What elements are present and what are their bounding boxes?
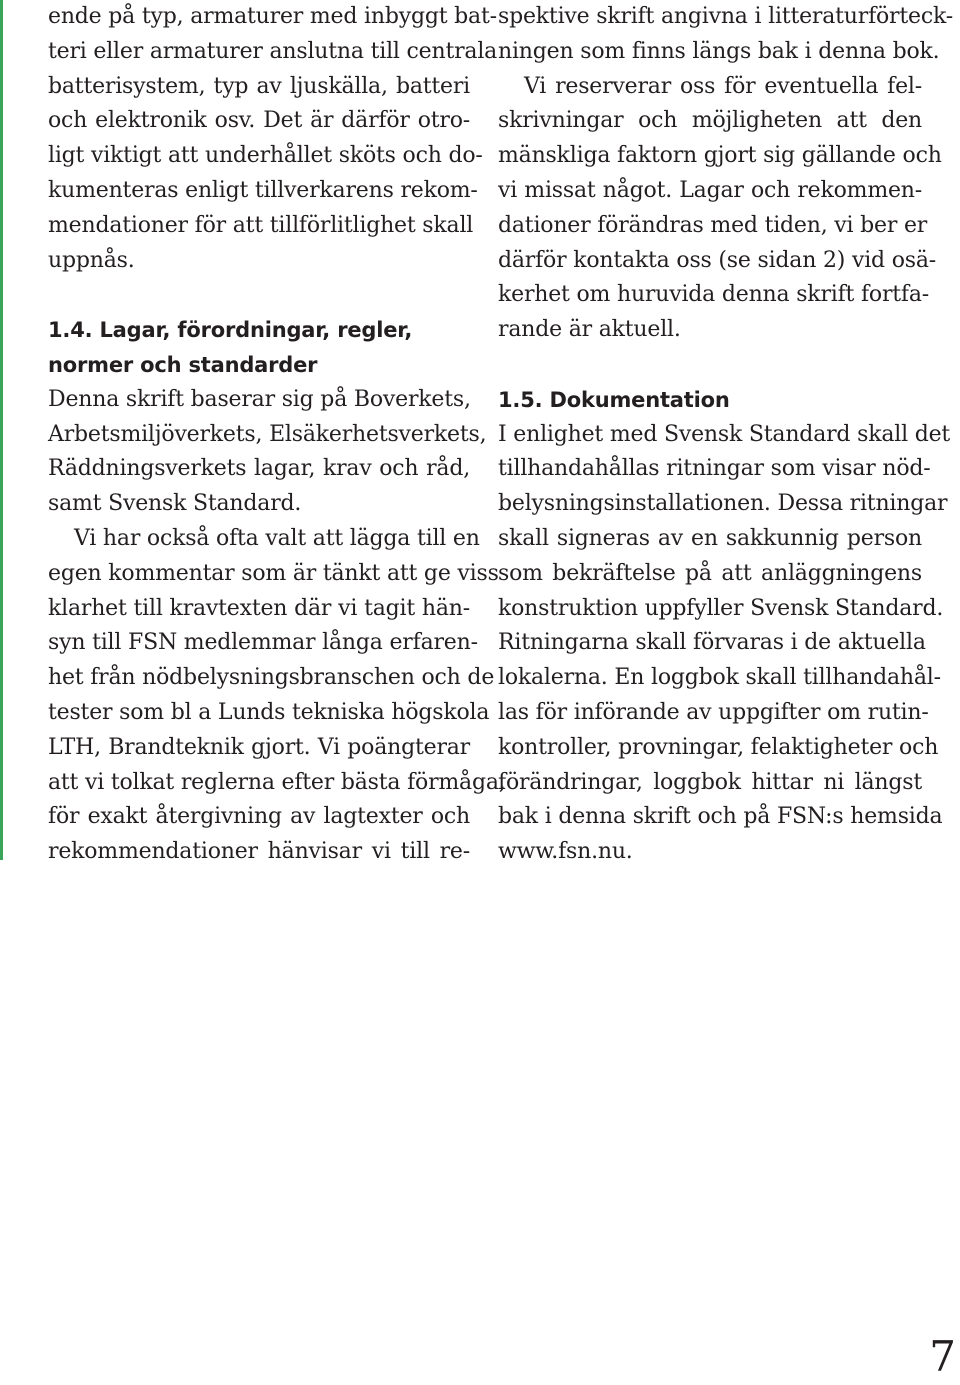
section-heading-1-4-cont: normer och standarder (48, 352, 318, 377)
text-line: Arbetsmiljöverkets, Elsäkerhetsverkets, (48, 421, 487, 447)
text-line: lokalerna. En loggbok skall tillhandahål- (498, 665, 941, 691)
text-line: spektive skrift angivna i litteraturförteck- (498, 4, 953, 29)
text-line: kumenteras enligt tillverkarens rekom- (48, 177, 478, 203)
text-line: ligt viktigt att underhållet sköts och do- (48, 143, 483, 169)
text-line: teri eller armaturer anslutna till centrala (48, 38, 498, 64)
section-heading-1-5: 1.5. Dokumentation (498, 387, 730, 412)
text-line: I enlighet med Svensk Standard skall det (498, 421, 951, 447)
text-line: rekommendationer hänvisar vi till re- (48, 839, 470, 865)
text-line: samt Svensk Standard. (48, 491, 302, 517)
text-line: konstruktion uppfyller Svensk Standard. (498, 595, 944, 621)
text-line: Vi har också ofta valt att lägga till en (74, 525, 480, 551)
text-line: vi missat något. Lagar och rekommen- (498, 177, 922, 203)
page-number: 7 (929, 1332, 956, 1381)
text-line: dationer förändras med tiden, vi ber er (498, 212, 928, 238)
text-line: för exakt återgivning av lagtexter och (48, 804, 470, 830)
text-line: som bekräftelse på att anläggningens (498, 560, 922, 586)
text-line: belysningsinstallationen. Dessa ritningar (498, 491, 948, 517)
text-line: mendationer för att tillförlitlighet skall (48, 212, 474, 238)
text-line: kerhet om huruvida denna skrift fortfa- (498, 282, 930, 308)
text-line: skrivningar och möjligheten att den (498, 108, 922, 134)
website-link-text: www.fsn.nu. (498, 839, 633, 865)
text-line: rande är aktuell. (498, 317, 681, 343)
text-line: Denna skrift baserar sig på Boverkets, (48, 386, 471, 412)
left-column (48, 0, 506, 870)
text-line: Vi reserverar oss för eventuella fel- (524, 73, 922, 99)
text-line: bak i denna skrift och på FSN:s hemsida (498, 804, 943, 830)
text-line: las för införande av uppgifter om rutin- (498, 699, 929, 725)
text-line: och elektronik osv. Det är därför otro- (48, 108, 470, 134)
text-line: het från nödbelysningsbranschen och de (48, 665, 495, 691)
text-line: tester som bl a Lunds tekniska högskola (48, 699, 490, 725)
text-line: egen kommentar som är tänkt att ge viss (48, 560, 499, 586)
paragraph-spacer (498, 348, 922, 383)
section-heading-1-4: 1.4. Lagar, förordningar, regler, (48, 318, 413, 343)
text-line: batterisystem, typ av ljuskälla, batteri (48, 73, 470, 99)
margin-accent-rule (0, 0, 3, 860)
text-line: klarhet till kravtexten där vi tagit hän- (48, 595, 470, 621)
text-line: tillhandahållas ritningar som visar nöd- (498, 456, 931, 482)
text-line: Räddningsverkets lagar, krav och råd, (48, 456, 470, 482)
text-line: ende på typ, armaturer med inbyggt bat- (48, 4, 497, 29)
text-line: ningen som finns längs bak i denna bok. (498, 38, 940, 64)
text-line: LTH, Brandteknik gjort. Vi poängterar (48, 734, 470, 760)
right-column (498, 0, 953, 870)
text-line: mänskliga faktorn gjort sig gällande och (498, 143, 942, 169)
text-line: Ritningarna skall förvaras i de aktuella (498, 630, 926, 656)
text-line: kontroller, provningar, felaktigheter och (498, 734, 939, 760)
text-line: därför kontakta oss (se sidan 2) vid osä- (498, 247, 936, 273)
text-line: syn till FSN medlemmar långa erfaren- (48, 630, 478, 656)
paragraph-spacer (48, 278, 470, 313)
text-line: förändringar, loggbok hittar ni längst (498, 769, 922, 795)
text-line: att vi tolkat reglerna efter bästa förmåga, (48, 769, 506, 795)
text-line: skall signeras av en sakkunnig person (498, 525, 922, 551)
text-line: uppnås. (48, 247, 135, 273)
